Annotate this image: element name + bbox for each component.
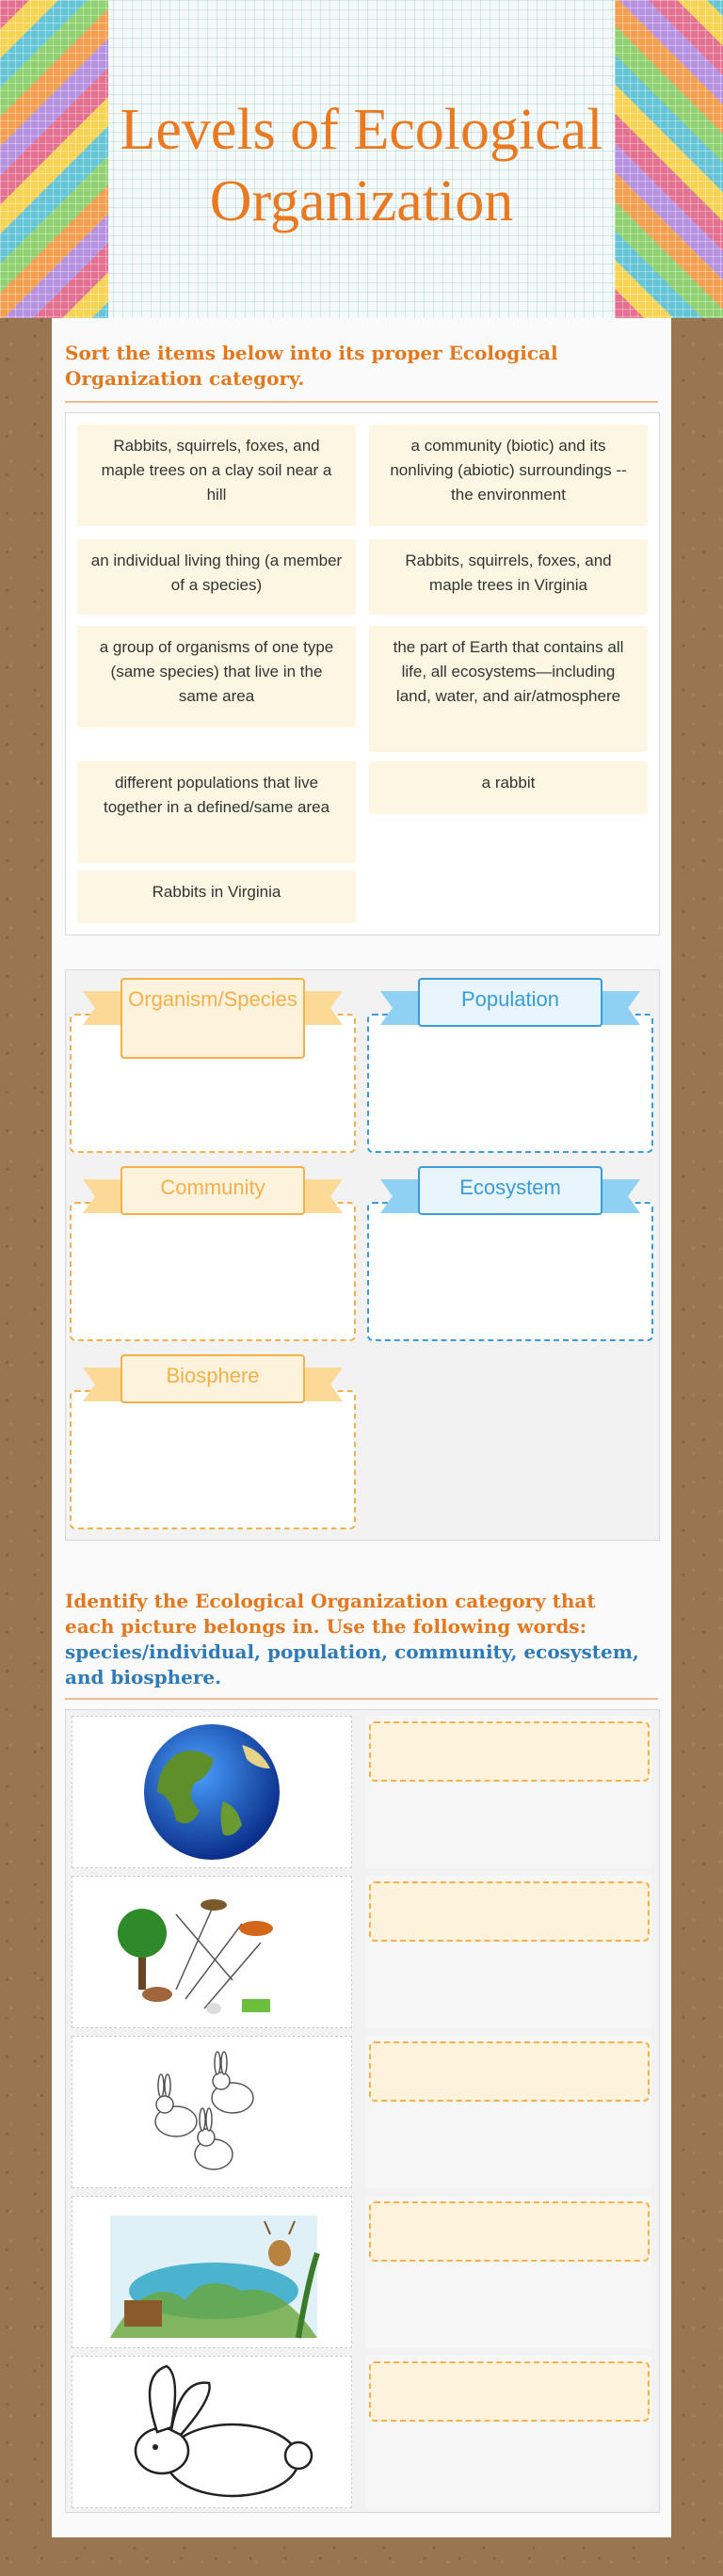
picture-row [72,1716,651,1868]
rabbit-outline-image [72,2357,351,2507]
pond-ecosystem-image [72,2197,351,2347]
rabbits-group-image [72,2037,351,2187]
food-web-image [72,1877,351,2027]
drop-zone[interactable] [367,1014,653,1153]
picture-cell [72,2356,352,2508]
category-ribbon [83,1166,343,1219]
divider [65,1698,658,1700]
picture-row [72,2356,651,2508]
sort-item[interactable]: different populations that live together in a defined/same area [77,761,356,863]
answer-field[interactable] [369,2041,650,2102]
categories-box [65,969,660,1541]
category-ribbon [83,1354,343,1407]
sort-item[interactable]: Rabbits, squirrels, foxes, and maple trees on a clay soil near a hill [77,424,356,526]
category-label: Organism/Species [120,978,305,1059]
picture-cell [72,2036,352,2188]
answer-field[interactable] [369,2201,650,2262]
category-label: Population [418,978,602,1027]
answer-field[interactable] [369,1881,650,1942]
category-label: Biosphere [120,1354,305,1403]
identify-word-list: species/individual, population, community, ecosystem, and biosphere. [65,1640,639,1688]
chevron-pattern-left [0,0,108,318]
earth-globe-image [72,1717,351,1867]
category-label: Community [120,1166,305,1215]
picture-row [72,2036,651,2188]
category-ribbon [380,978,640,1031]
sort-item[interactable]: Rabbits in Virginia [77,871,356,923]
drop-zone[interactable] [367,1202,653,1341]
divider [65,401,658,403]
category-ribbon [380,1166,640,1219]
sort-item[interactable]: an individual living thing (a member of a species) [77,539,356,615]
chevron-pattern-right [615,0,723,318]
header-banner [0,0,723,318]
category-community[interactable] [70,1159,356,1328]
picture-cell [72,1716,352,1868]
identify-panel [52,1559,671,2537]
category-label: Ecosystem [418,1166,602,1215]
category-ribbon [83,978,343,1031]
picture-cell [72,2196,352,2348]
category-population[interactable] [367,970,653,1140]
sort-panel [52,318,671,958]
picture-row [72,2196,651,2348]
answer-field[interactable] [369,1721,650,1782]
sort-item[interactable]: the part of Earth that contains all life, all ecosystems—including land, water, and air/atmosphere [369,626,648,752]
sort-instruction: Sort the items below into its proper Ecological Organization category. [65,342,558,390]
page-title: Levels of Ecological Organization [120,98,603,233]
identify-instruction-text: Identify the Ecological Organization category that each picture belongs in. Use the following words: [65,1590,596,1638]
sort-item[interactable]: a rabbit [369,761,648,814]
identify-box [65,1709,660,2513]
drop-zone[interactable] [70,1202,356,1341]
category-organism-species[interactable] [70,970,356,1140]
identify-instruction [65,1589,649,1690]
sort-item[interactable]: Rabbits, squirrels, foxes, and maple trees in Virginia [369,539,648,615]
category-biosphere[interactable] [70,1347,356,1516]
sort-item[interactable]: a community (biotic) and its nonliving (abiotic) surroundings -- the environment [369,424,648,526]
sort-items-box [65,412,660,936]
answer-field[interactable] [369,2361,650,2422]
drop-zone[interactable] [70,1390,356,1529]
sort-item[interactable]: a group of organisms of one type (same species) that live in the same area [77,626,356,728]
picture-row [72,1876,651,2028]
picture-cell [72,1876,352,2028]
categories-panel [52,958,671,1559]
category-ecosystem[interactable] [367,1159,653,1328]
